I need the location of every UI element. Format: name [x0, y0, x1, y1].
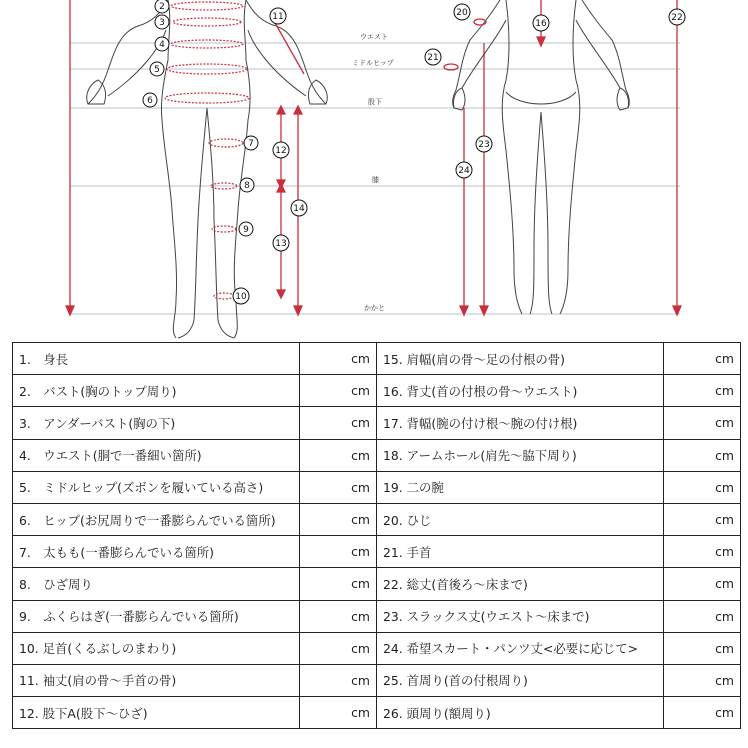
row-unit[interactable]: cm	[664, 503, 741, 535]
waist-guide-label: ウエスト	[360, 33, 388, 41]
row-unit[interactable]: cm	[664, 439, 741, 471]
row-unit[interactable]: cm	[300, 375, 377, 407]
body-measurement-diagram	[0, 0, 748, 342]
row-label-19: 19. 二の腕	[377, 471, 664, 503]
table-row	[13, 407, 741, 439]
thigh-ring	[209, 139, 243, 147]
row-label-2: 2. バスト(胸のトップ周り)	[13, 375, 300, 407]
marker-22: 22	[671, 13, 683, 23]
line-13-arrow-bottom	[277, 290, 285, 298]
front-right-leg-outer	[234, 0, 250, 338]
row-label-26: 26. 頭周り(額周り)	[377, 697, 664, 729]
marker-20: 20	[456, 8, 468, 18]
front-number-markers	[143, 0, 307, 304]
row-label-21: 21. 手首	[377, 536, 664, 568]
row-unit[interactable]: cm	[664, 664, 741, 696]
back-left-leg-inner	[530, 112, 541, 314]
row-unit[interactable]: cm	[300, 632, 377, 664]
line-14-arrow-top	[294, 106, 302, 114]
row-unit[interactable]: cm	[664, 407, 741, 439]
crotch-guide-label: 股下	[368, 98, 382, 106]
row-unit[interactable]: cm	[300, 503, 377, 535]
table-row	[13, 439, 741, 471]
row-unit[interactable]: cm	[664, 471, 741, 503]
back-left-leg-outer	[502, 0, 522, 314]
table-row	[13, 343, 741, 375]
back-measure-marks	[444, 19, 486, 70]
row-unit[interactable]: cm	[300, 343, 377, 375]
waist-ring	[171, 40, 243, 48]
line-16-arrow	[537, 37, 545, 46]
marker-4: 4	[159, 40, 165, 50]
table-row	[13, 536, 741, 568]
back-right-leg-outer	[560, 0, 580, 314]
row-label-5: 5. ミドルヒップ(ズボンを履いている高さ)	[13, 471, 300, 503]
heel-guide-label: かかと	[364, 304, 385, 312]
row-unit[interactable]: cm	[300, 439, 377, 471]
marker-12: 12	[275, 146, 287, 156]
row-label-15: 15. 肩幅(肩の骨〜足の付根の骨)	[377, 343, 664, 375]
measurement-table	[12, 342, 741, 729]
line-12-arrow-top	[277, 106, 285, 114]
marker-24: 24	[458, 166, 470, 176]
row-label-10: 10. 足首(くるぶしのまわり)	[13, 632, 300, 664]
row-label-9: 9. ふくらはぎ(一番膨らんでいる箇所)	[13, 600, 300, 632]
row-unit[interactable]: cm	[664, 568, 741, 600]
table-row	[13, 471, 741, 503]
row-unit[interactable]: cm	[300, 536, 377, 568]
row-unit[interactable]: cm	[664, 697, 741, 729]
front-right-leg-inner	[207, 108, 234, 338]
table-row	[13, 568, 741, 600]
front-left-leg-inner	[178, 108, 207, 338]
row-label-7: 7. 太もも(一番膨らんでいる箇所)	[13, 536, 300, 568]
marker-5: 5	[154, 65, 160, 75]
row-unit[interactable]: cm	[664, 600, 741, 632]
row-unit[interactable]: cm	[300, 697, 377, 729]
marker-7: 7	[248, 139, 254, 149]
row-unit[interactable]: cm	[300, 600, 377, 632]
row-unit[interactable]: cm	[664, 375, 741, 407]
figure-canvas	[0, 0, 748, 342]
marker-3: 3	[159, 18, 165, 28]
table-row	[13, 600, 741, 632]
row-label-3: 3. アンダーバスト(胸の下)	[13, 407, 300, 439]
row-unit[interactable]: cm	[664, 632, 741, 664]
row-label-11: 11. 袖丈(肩の骨〜手首の骨)	[13, 664, 300, 696]
row-unit[interactable]: cm	[300, 471, 377, 503]
row-unit[interactable]: cm	[300, 568, 377, 600]
row-label-24: 24. 希望スカート・パンツ丈<必要に応じて>	[377, 632, 664, 664]
marker-23: 23	[478, 140, 490, 150]
back-right-arm-inner	[576, 20, 620, 88]
row-label-12: 12. 股下A(股下〜ひざ)	[13, 697, 300, 729]
bust-ring	[171, 2, 243, 10]
marker-8: 8	[244, 181, 250, 191]
marker-16: 16	[535, 19, 547, 29]
row-label-6: 6. ヒップ(お尻周りで一番膨らんでいる箇所)	[13, 503, 300, 535]
underbust-ring	[173, 18, 241, 26]
marker-21: 21	[427, 53, 439, 63]
row-unit[interactable]: cm	[300, 407, 377, 439]
marker-6: 6	[147, 96, 153, 106]
front-left-arm-outer	[88, 0, 168, 104]
marker-9: 9	[243, 225, 249, 235]
table-row	[13, 375, 741, 407]
row-label-18: 18. アームホール(肩先〜脇下周り)	[377, 439, 664, 471]
table-row	[13, 632, 741, 664]
row-label-22: 22. 総丈(首後ろ〜床まで)	[377, 568, 664, 600]
row-unit[interactable]: cm	[664, 536, 741, 568]
line-13-arrow-top	[277, 184, 285, 192]
marker-11: 11	[272, 12, 284, 22]
row-label-1: 1. 身長	[13, 343, 300, 375]
middle-hip-guide-label: ミドルヒップ	[352, 59, 394, 67]
back-buttocks-line	[506, 92, 576, 104]
table-row	[13, 697, 741, 729]
table-row	[13, 664, 741, 696]
knee-guide-label: 膝	[372, 176, 379, 184]
row-label-17: 17. 背幅(腕の付け根〜腕の付け根)	[377, 407, 664, 439]
row-label-20: 20. ひじ	[377, 503, 664, 535]
row-unit[interactable]: cm	[664, 343, 741, 375]
marker-14: 14	[293, 204, 305, 214]
row-label-23: 23. スラックス丈(ウエスト〜床まで)	[377, 600, 664, 632]
back-right-leg-inner	[541, 112, 552, 314]
front-measure-rings	[165, 2, 249, 299]
table-row	[13, 503, 741, 535]
hip-ring	[165, 93, 249, 103]
marker-2: 2	[159, 2, 165, 12]
marker-10: 10	[235, 292, 247, 302]
marker-13: 13	[275, 239, 287, 249]
calf-ring	[212, 226, 236, 232]
row-label-4: 4. ウエスト(胴で一番細い箇所)	[13, 439, 300, 471]
row-label-25: 25. 首周り(首の付根周り)	[377, 664, 664, 696]
back-right-arm	[582, 0, 629, 108]
row-unit[interactable]: cm	[300, 664, 377, 696]
row-label-8: 8. ひざ周り	[13, 568, 300, 600]
row-label-16: 16. 背丈(首の付根の骨〜ウエスト)	[377, 375, 664, 407]
